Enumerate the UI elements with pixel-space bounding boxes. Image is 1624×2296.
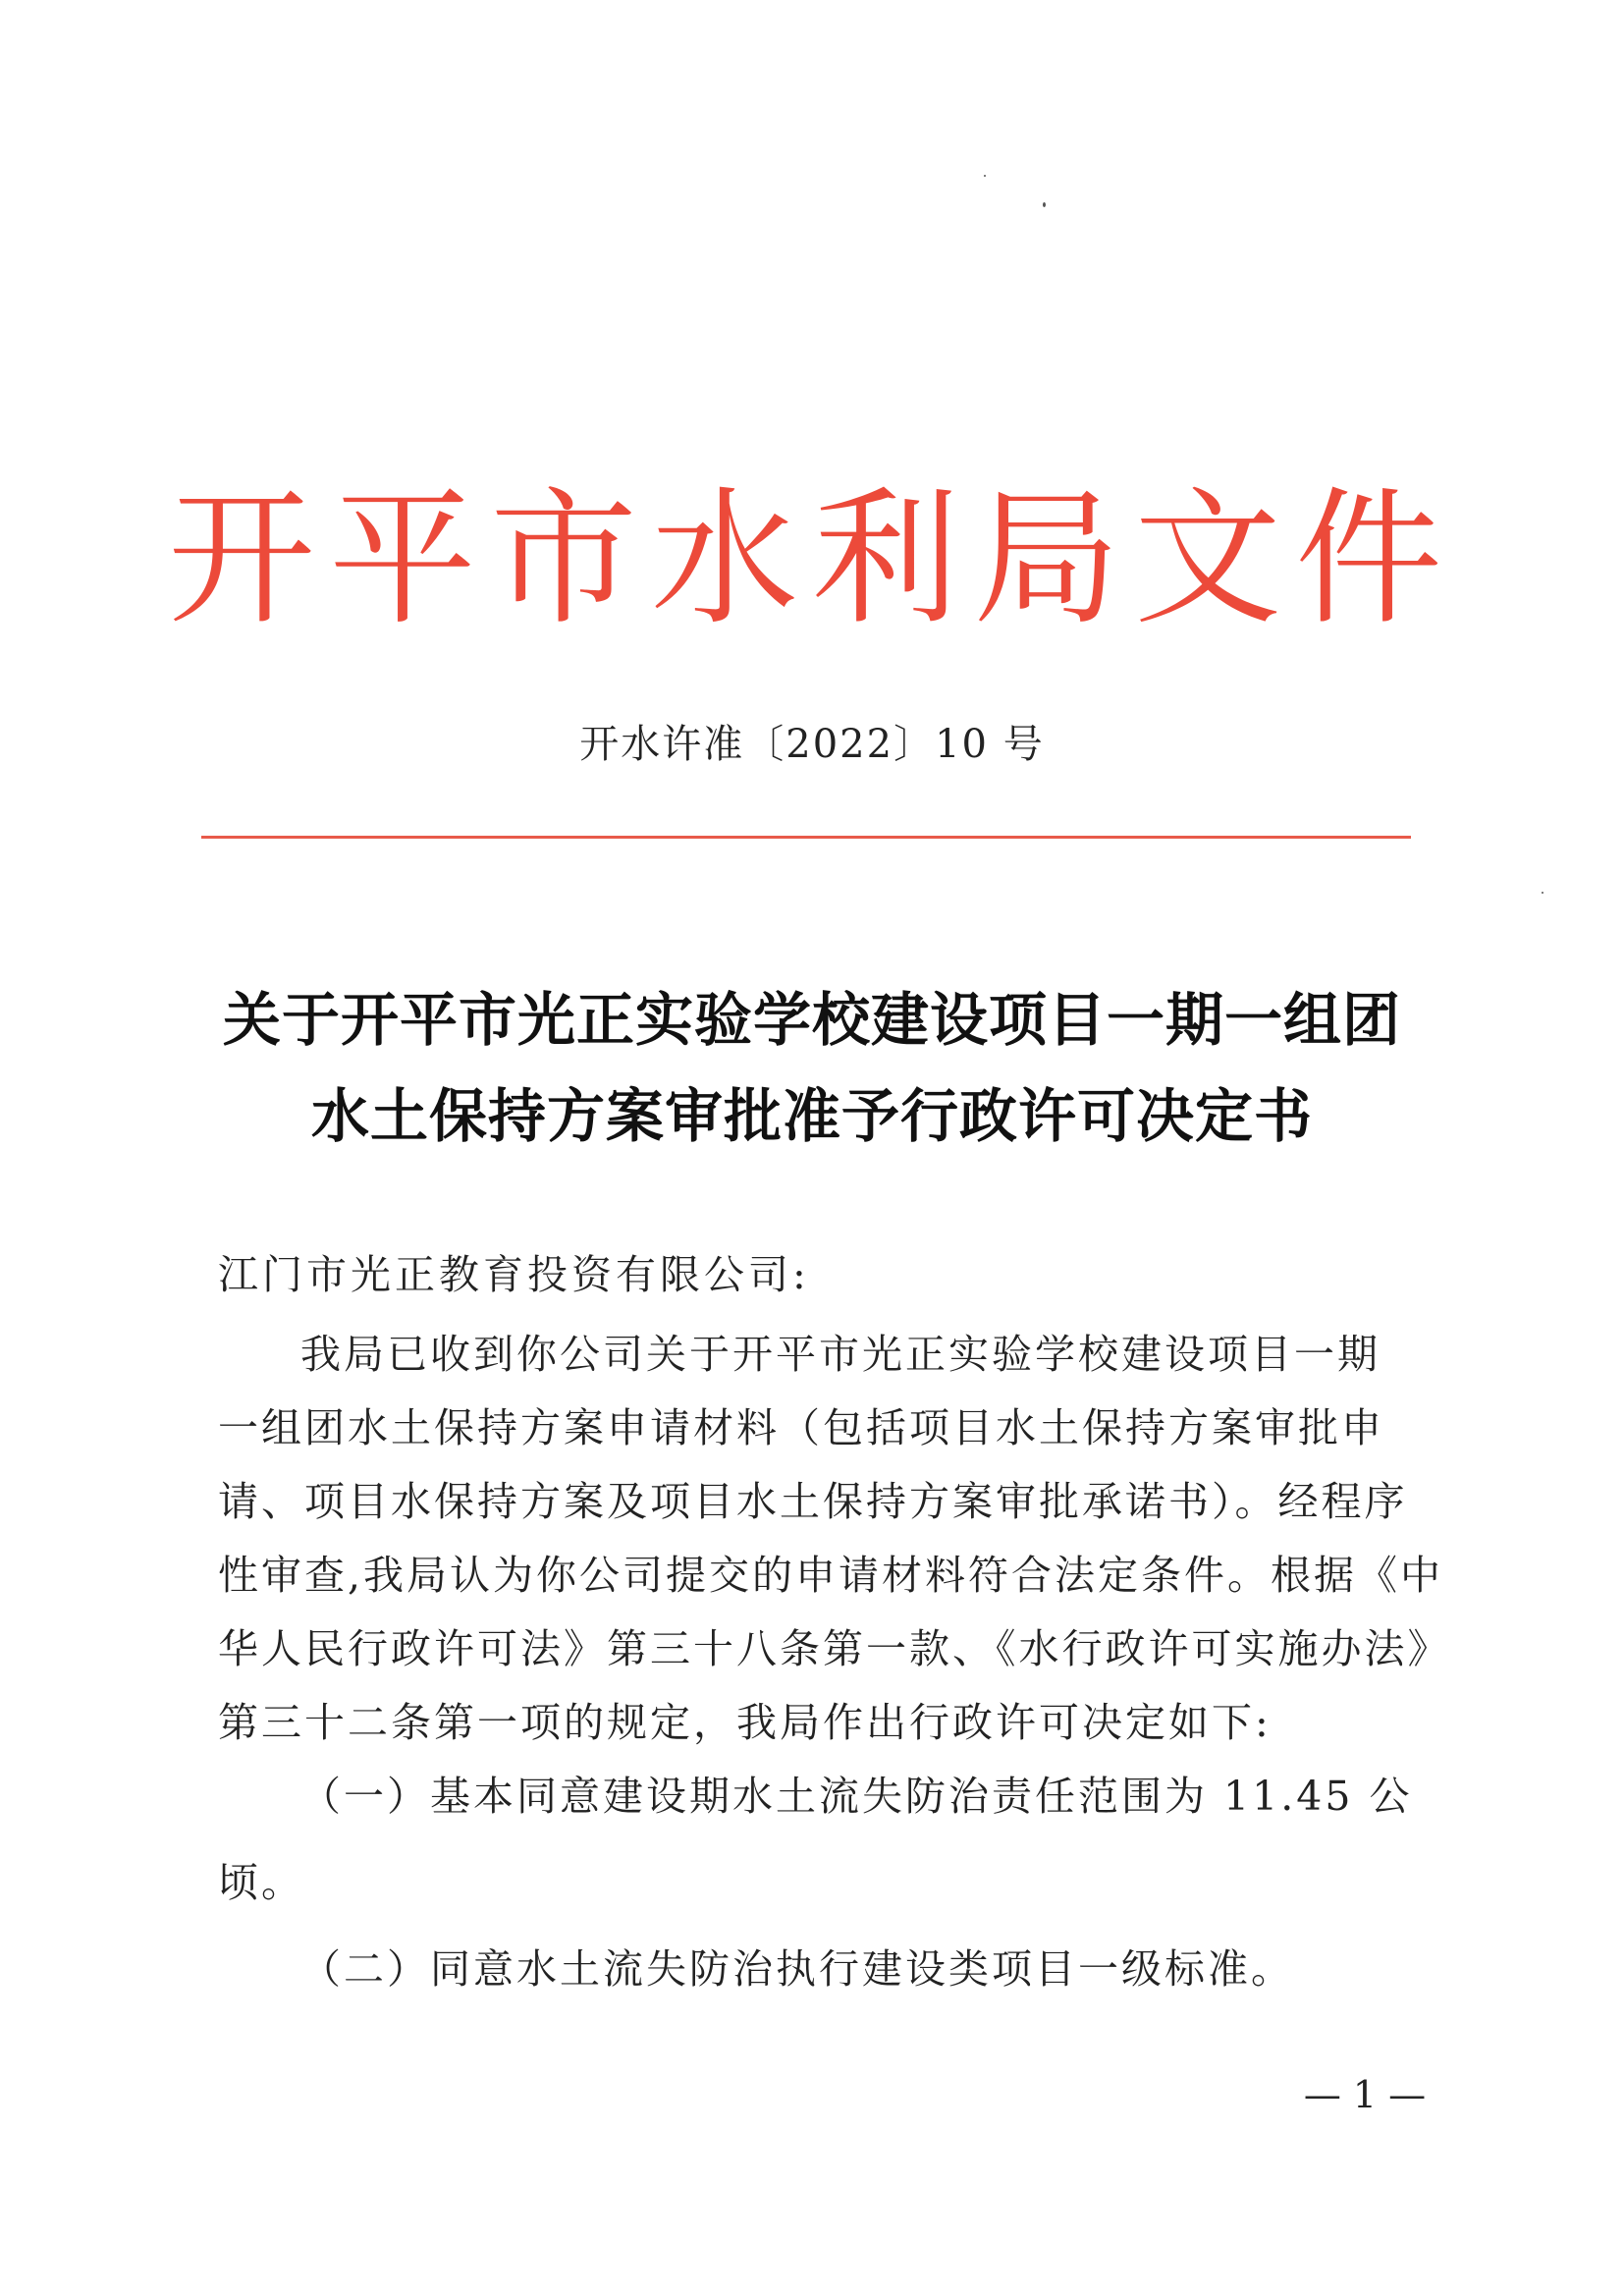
title-line-2: 水土保持方案审批准予行政许可决定书: [310, 1082, 1313, 1150]
red-divider-line: [201, 836, 1411, 839]
document-title: [157, 972, 1467, 1165]
decision-item-1: （一）基本同意建设期水土流失防治责任范围为 11.45 公: [300, 1773, 1413, 1820]
scan-speck: [984, 175, 986, 177]
body-paragraph: [218, 1318, 1451, 1760]
body-line: 第三十二条第一项的规定，我局作出行政许可决定如下:: [218, 1699, 1272, 1746]
body-line: 一组团水土保持方案申请材料（包括项目水土保持方案审批申: [218, 1404, 1384, 1451]
page-number: — 1 —: [1303, 2073, 1427, 2116]
body-line: 华人民行政许可法》第三十八条第一款、《水行政许可实施办法》: [218, 1625, 1451, 1672]
decision-item-2: （二）同意水土流失防治执行建设类项目一级标准。: [300, 1945, 1294, 1993]
body-line: 我局已收到你公司关于开平市光正实验学校建设项目一期: [300, 1331, 1380, 1378]
scan-speck: [1043, 202, 1046, 207]
body-line: 请、项目水保持方案及项目水土保持方案审批承诺书）。经程序: [218, 1478, 1408, 1525]
body-line: 性审查,我局认为你公司提交的申请材料符合法定条件。根据《中: [218, 1552, 1444, 1599]
scan-speck: [1542, 892, 1543, 894]
decision-item-1-continued: 顷。: [218, 1859, 304, 1906]
document-masthead: 开平市水利局文件: [167, 474, 1456, 645]
addressee: 江门市光正教育投资有限公司:: [218, 1251, 810, 1298]
document-number: 开水许准〔2022〕10 号: [579, 722, 1045, 767]
title-line-1: 关于开平市光正实验学校建设项目一期一组团: [222, 986, 1401, 1054]
